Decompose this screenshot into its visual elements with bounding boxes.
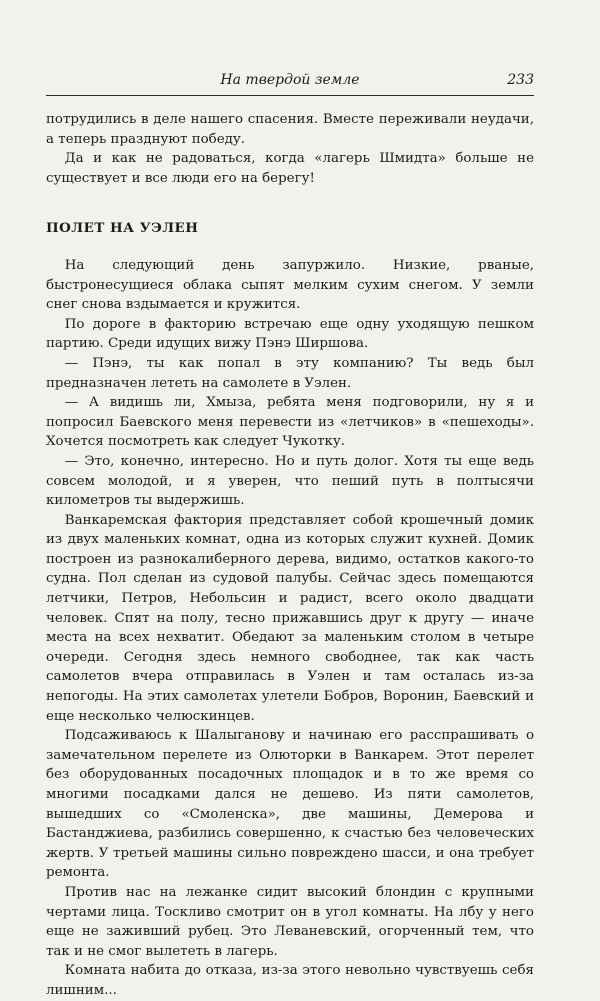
- running-title: На твердой земле: [220, 72, 360, 88]
- dialogue-line: — Пэнэ, ты как попал в эту компанию? Ты ведь был предназначен лететь на самолете в Уэлен.: [46, 355, 534, 391]
- page-header: [46, 70, 534, 92]
- header-rule: [46, 95, 534, 96]
- page-number: 233: [507, 72, 534, 88]
- paragraph: На следующий день запуржило. Низкие, рваные, быстронесущиеся облака сыпят мелким сухим снегом. У земли снег снова вздымается и кружится.: [46, 257, 534, 313]
- paragraph: Да и как не радоваться, когда «лагерь Шмидта» больше не существует и все люди его на берегу!: [46, 151, 534, 186]
- dialogue-line: — Это, конечно, интересно. Но и путь долог. Хотя ты еще ведь совсем молодой, и я уверен, что пеший путь в полтысячи километров ты выдержишь.: [46, 453, 534, 509]
- paragraph-continued: потрудились в деле нашего спасения. Вместе переживали неудачи, а теперь празднуют победу.: [46, 112, 534, 147]
- paragraph: Комната набита до отказа, из-за этого невольно чувствуешь себя лишним...: [46, 963, 534, 998]
- section-heading: ПОЛЕТ НА УЭЛЕН: [46, 220, 199, 237]
- paragraph: Против нас на лежанке сидит высокий блондин с крупными чертами лица. Тоскливо смотрит он в угол комнаты. На лбу у него еще не заживший рубец. Это Леваневский, огорченный тем, что так и не смог вылететь в лагерь.: [46, 884, 534, 959]
- paragraph: Подсаживаюсь к Шалыганову и начинаю его расспрашивать о замечательном перелете из Олюторки в Ванкарем. Этот перелет без оборудованных посадочных площадок и в то же время со многими посадками дался не дешево. Из пяти самолетов, вышедших со «Смоленска», две машины, Демерова и Бастанджиева, разбились совершенно, к счастью без человеческих жертв. У третьей машины сильно повреждено шасси, и она требует ремонта.: [46, 728, 534, 881]
- page-body: [46, 110, 534, 1001]
- paragraph: По дороге в факторию встречаю еще одну уходящую пешком партию. Среди идущих вижу Пэнэ Ширшова.: [46, 316, 534, 352]
- dialogue-line: — А видишь ли, Хмыза, ребята меня подговорили, ну я и попросил Баевского меня перевести из «летчиков» в «пешеходы». Хочется посмотреть как следует Чукотку.: [46, 395, 534, 450]
- paragraph: Ванкаремская фактория представляет собой крошечный домик из двух маленьких комнат, одна из которых служит кухней. Домик построен из разнокалиберного дерева, видимо, остатков какого-то судна. Пол сделан из судовой палубы. Сейчас здесь помещаются летчики, Петров, Небольсин и радист, всего около двадцати человек. Спят на полу, тесно прижавшись друг к другу — иначе места на всех нехватит. Обедают за маленьким столом в четыре очереди. Сегодня здесь немного свободнее, так как часть самолетов вчера отправилась в Уэлен и там осталась из-за непогоды. На этих самолетах улетели Бобров, Воронин, Баевский и еще несколько челюскинцев.: [46, 512, 534, 724]
